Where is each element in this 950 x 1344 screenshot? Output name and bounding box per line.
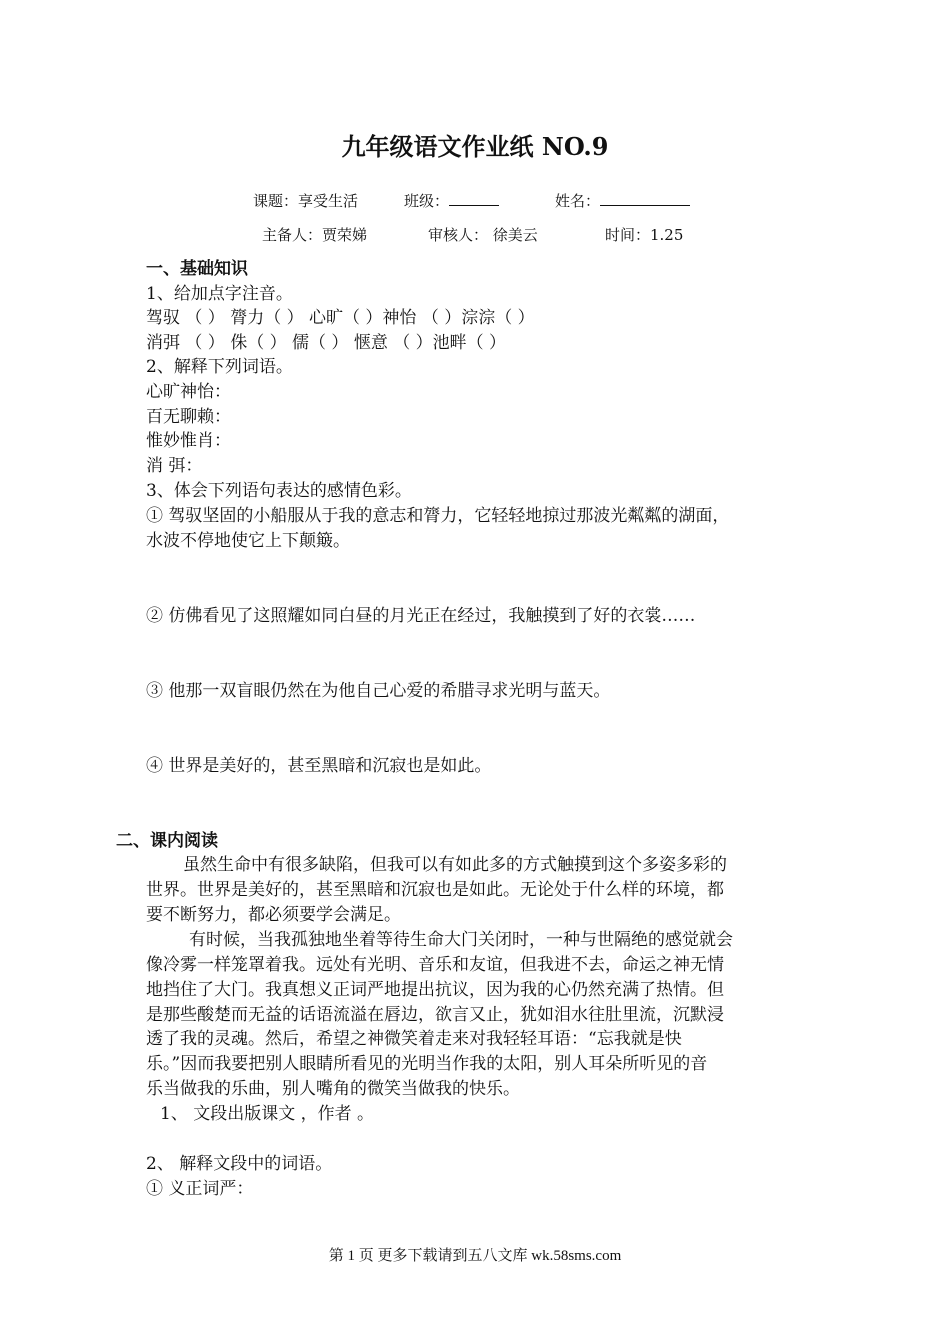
q2-item-4: 消 弭： xyxy=(146,456,203,476)
q2-item-3: 惟妙惟肖： xyxy=(146,431,231,451)
q3-sentence-1-line-1: ① 驾驭坚固的小船服从于我的意志和膂力，它轻轻地掠过那波光粼粼的湖面， xyxy=(146,506,730,526)
q2-title: 2、解释下列词语。 xyxy=(146,357,293,377)
section1-heading: 一、基础知识 xyxy=(146,259,248,279)
passage-p2-line-4: 是那些酸楚而无益的话语流溢在唇边，欲言又止，犹如泪水往肚里流，沉默浸 xyxy=(146,1005,724,1025)
passage-p2-line-6: 乐。”因而我要把别人眼睛所看见的光明当作我的太阳，别人耳朵所听见的音 xyxy=(146,1054,708,1074)
q2-item-1: 心旷神怡： xyxy=(146,382,231,402)
q1-row1: 驾驭 （ ） 膂力（ ） 心旷（ ）神怡 （ ）淙淙（ ） xyxy=(146,308,535,328)
passage-p1-line-3: 要不断努力，都必须要学会满足。 xyxy=(146,905,401,925)
reading-q2: 2、 解释文段中的词语。 xyxy=(146,1154,333,1174)
page-title: 九年级语文作业纸 NO.9 xyxy=(341,132,609,161)
name-blank xyxy=(600,191,690,206)
q3-sentence-3: ③ 他那一双盲眼仍然在为他自己心爱的希腊寻求光明与蓝天。 xyxy=(146,681,611,701)
section2-heading: 二、课内阅读 xyxy=(116,831,218,851)
time-label: 时间：1.25 xyxy=(605,226,684,244)
class-blank xyxy=(449,191,499,206)
reviewer-label: 审核人： 徐美云 xyxy=(428,226,538,244)
q3-sentence-2: ② 仿佛看见了这照耀如同白昼的月光正在经过，我触摸到了好的衣裳…… xyxy=(146,606,696,626)
class-field xyxy=(404,189,499,214)
topic-label: 课题：享受生活 xyxy=(253,192,359,210)
passage-p2-line-7: 乐当做我的乐曲，别人嘴角的微笑当做我的快乐。 xyxy=(146,1079,520,1099)
q3-sentence-4: ④ 世界是美好的，甚至黑暗和沉寂也是如此。 xyxy=(146,756,492,776)
q1-row2: 消弭 （ ） 侏（ ） 儒（ ） 惬意 （ ）池畔（ ） xyxy=(146,333,507,353)
reading-q2-item-1: ① 义正词严： xyxy=(146,1179,254,1199)
q1-title: 1、给加点字注音。 xyxy=(146,284,293,304)
reading-q1: 1、 文段出版课文 ，作者 。 xyxy=(160,1104,375,1124)
passage-p2-line-3: 地挡住了大门。我真想义正词严地提出抗议，因为我的心仍然充满了热情。但 xyxy=(146,980,724,1000)
preparer-label: 主备人：贾荣娣 xyxy=(262,226,368,244)
q3-sentence-1-line-2: 水波不停地使它上下颠簸。 xyxy=(146,531,350,551)
q3-title: 3、体会下列语句表达的感情色彩。 xyxy=(146,481,412,501)
class-label: 班级： xyxy=(404,192,450,210)
passage-p2-line-5: 透了我的灵魂。然后，希望之神微笑着走来对我轻轻耳语：“忘我就是快 xyxy=(146,1029,682,1049)
name-label: 姓名： xyxy=(555,192,601,210)
passage-p2-line-1: 有时候，当我孤独地坐着等待生命大门关闭时，一种与世隔绝的感觉就会 xyxy=(189,930,733,950)
q2-item-2: 百无聊赖： xyxy=(146,407,231,427)
passage-p1-line-2: 世界。世界是美好的，甚至黑暗和沉寂也是如此。无论处于什么样的环境，都 xyxy=(146,880,724,900)
name-field xyxy=(555,189,690,214)
page-footer: 第 1 页 更多下载请到五八文库 wk.58sms.com xyxy=(328,1248,622,1264)
passage-p2-line-2: 像冷雾一样笼罩着我。远处有光明、音乐和友谊，但我进不去，命运之神无情 xyxy=(146,955,724,975)
passage-p1-line-1: 虽然生命中有很多缺陷，但我可以有如此多的方式触摸到这个多姿多彩的 xyxy=(183,855,727,875)
